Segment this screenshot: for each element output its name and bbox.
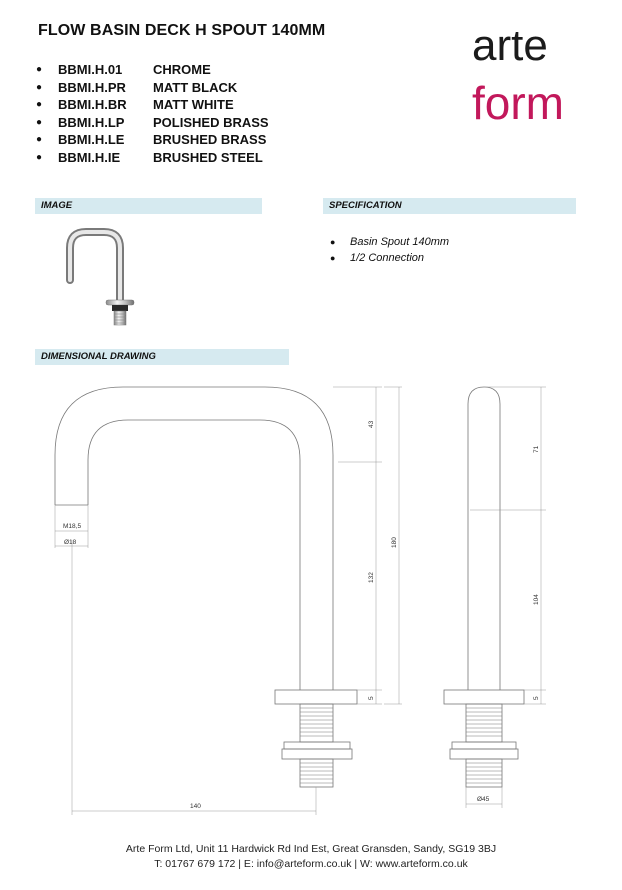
spec-text: 1/2 Connection [350, 251, 424, 264]
bullet-icon: ● [330, 237, 336, 247]
spec-item [330, 251, 449, 267]
bullet-icon: ● [36, 116, 43, 128]
spec-text: Basin Spout 140mm [350, 236, 450, 248]
variant-code: BBMI.H.LE [58, 132, 125, 148]
spout-side-outline [468, 387, 500, 690]
specification-list [330, 235, 449, 266]
variant-finish: MATT BLACK [153, 79, 238, 95]
variant-finish: BRUSHED BRASS [153, 132, 267, 148]
footer-contact: T: 01767 679 172 | E: info@arteform.co.uk | W: www.arteform.co.uk [154, 858, 468, 870]
bullet-icon: ● [330, 252, 336, 263]
dim-flange: 5 [368, 696, 375, 700]
bullet-icon: ● [36, 134, 43, 146]
logo-word-form: form [472, 77, 564, 129]
section-header-drawing: DIMENSIONAL DRAWING [35, 349, 289, 365]
footer-address: Arte Form Ltd, Unit 11 Hardwick Rd Ind Est, Great Gransden, Sandy, SG19 3BJ [125, 843, 497, 855]
dim-tube-diameter: Ø18 [64, 539, 77, 546]
variant-code: BBMI.H.PR [58, 79, 126, 95]
variant-finish: CHROME [153, 62, 211, 77]
bullet-icon: ● [36, 81, 43, 93]
dim-height-riser: 132 [368, 572, 375, 583]
logo-word-arte: arte [472, 21, 548, 70]
dim-top: 43 [368, 420, 375, 428]
variant-code: BBMI.H.IE [58, 149, 121, 165]
flange-front [275, 690, 357, 704]
dim-height-total: 180 [391, 537, 398, 548]
dim-thread: M18,5 [63, 523, 82, 530]
dim-side-flange: 5 [533, 696, 540, 700]
bullet-icon: ● [36, 151, 43, 163]
spec-item [330, 235, 449, 251]
variant-finish: BRUSHED STEEL [153, 149, 263, 165]
flange-side [444, 690, 524, 704]
variant-code: BBMI.H.LP [58, 114, 125, 130]
bullet-icon: ● [36, 64, 43, 75]
dimensional-drawing [0, 380, 622, 820]
dim-side-riser: 104 [533, 594, 540, 605]
dim-base-diameter: Ø45 [477, 796, 490, 803]
bullet-icon: ● [36, 99, 43, 111]
spout-front-outline [55, 387, 333, 690]
variant-finish: MATT WHITE [153, 97, 234, 113]
variant-finish: POLISHED BRASS [153, 114, 269, 130]
dim-width: 140 [190, 803, 201, 810]
variant-code: BBMI.H.01 [58, 62, 123, 77]
section-header-specification: SPECIFICATION [323, 198, 576, 214]
variant-code: BBMI.H.BR [58, 97, 127, 113]
product-photo [50, 222, 140, 334]
product-title: FLOW BASIN DECK H SPOUT 140MM [38, 22, 326, 39]
dim-side-top: 71 [533, 445, 540, 453]
section-header-image: IMAGE [35, 198, 262, 214]
